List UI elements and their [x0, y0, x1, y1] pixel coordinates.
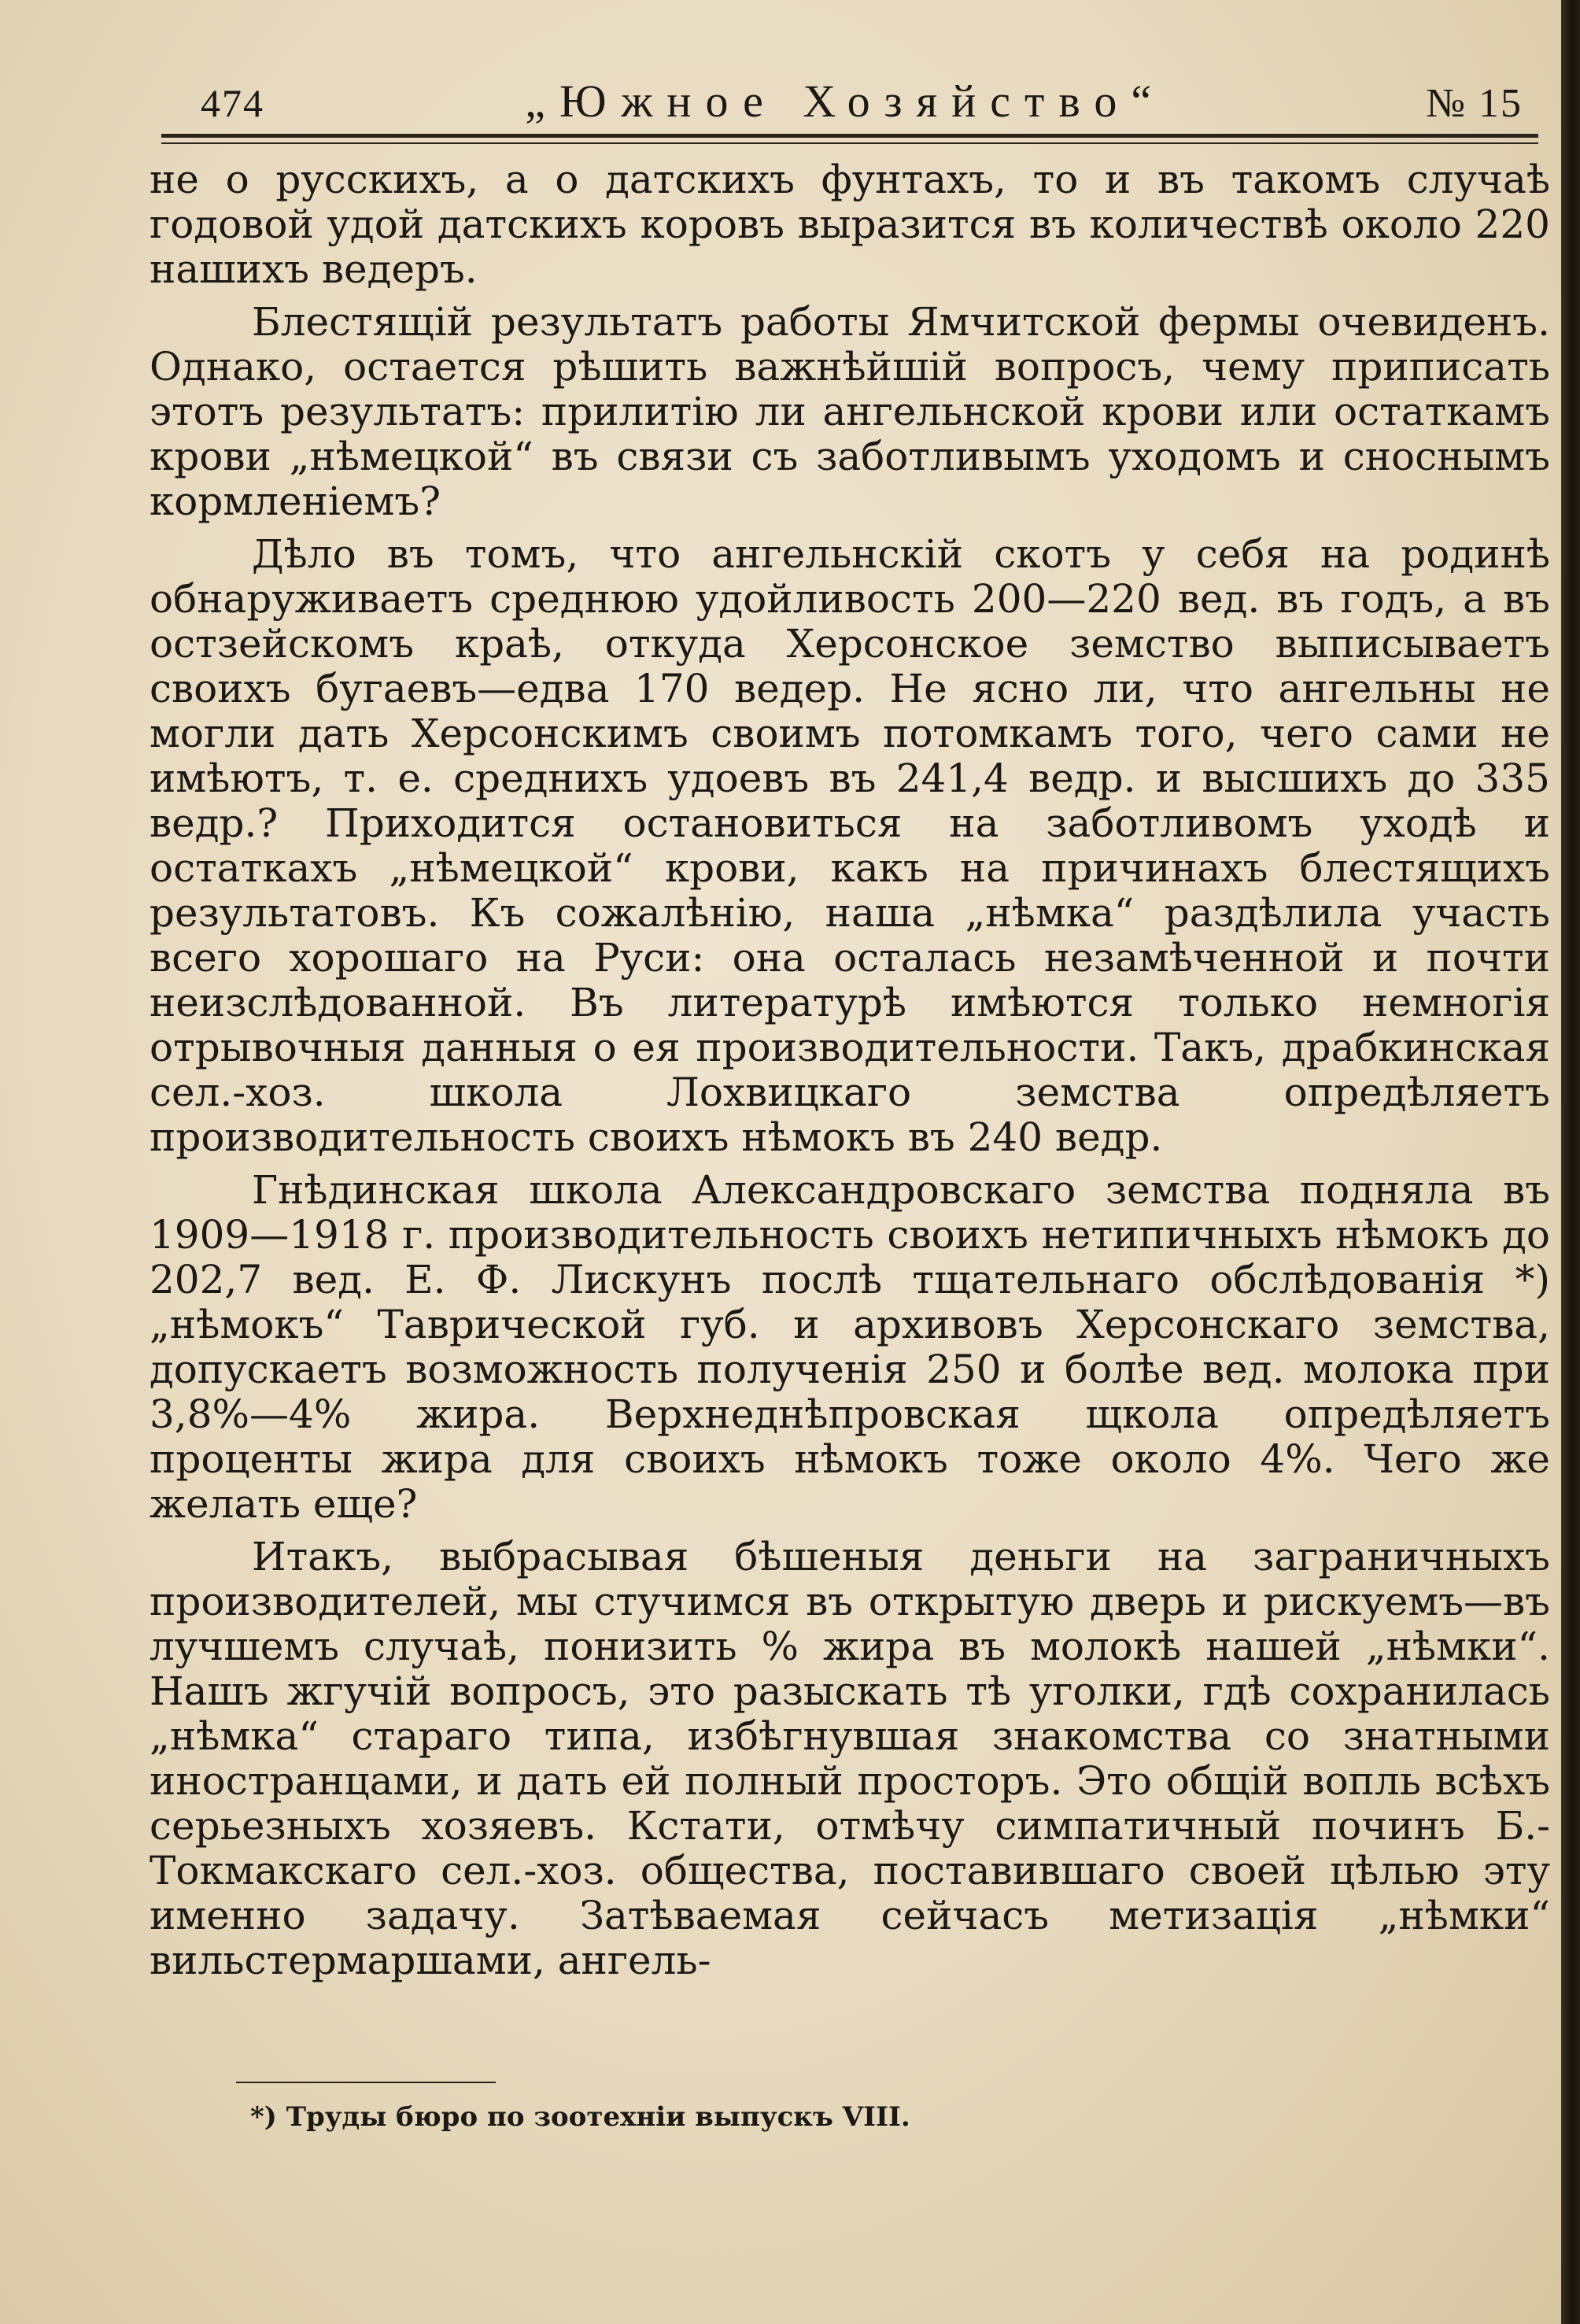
page-number: 474 [201, 81, 264, 125]
issue-number: № 15 [1426, 81, 1523, 126]
paragraph: Итакъ, выбрасывая бѣшеныя деньги на заграничныхъ производителей, мы стучимся въ открытую дверь и рискуемъ—въ лучшемъ случаѣ, понизить % жира въ молокѣ нашей „нѣмки“. Нашъ жгучій вопросъ, это разыскать тѣ уголки, гдѣ сохранилась „нѣмка“ стараго типа, избѣгнувшая знакомства со знатными иностранцами, и дать ей полный просторъ. Это общій вопль всѣхъ серьезныхъ хозяевъ. Кстати, отмѣчу симпатичный починъ Б.-Токмакскаго сел.-хоз. общества, поставившаго своей цѣлью эту именно задачу. Затѣваемая сейчасъ метизація „нѣмки“ вильстермаршами, ангель- [150, 1534, 1550, 1983]
article-body [150, 157, 1550, 1983]
adjacent-page-edge [1561, 0, 1580, 2324]
paragraph: Дѣло въ томъ, что ангельнскій скотъ у себя на родинѣ обнаруживаетъ среднюю удойливость 200—220 вед. въ годъ, а въ остзейскомъ краѣ, откуда Херсонское земство выписываетъ своихъ бугаевъ—едва 170 ведер. Не ясно ли, что ангельны не могли дать Херсонскимъ своимъ потомкамъ того, чего сами не имѣютъ, т. е. среднихъ удоевъ въ 241,4 ведр. и высшихъ до 335 ведр.? Приходится остановиться на заботливомъ уходѣ и остаткахъ „нѣмецкой“ крови, какъ на причинахъ блестящихъ результатовъ. Къ сожалѣнію, наша „нѣмка“ раздѣлила участь всего хорошаго на Руси: она осталась незамѣченной и почти неизслѣдованной. Въ литературѣ имѣются только немногія отрывочныя данныя о ея производительности. Такъ, драбкинская сел.-хоз. школа Лохвицкаго земства опредѣляетъ производительность своихъ нѣмокъ въ 240 ведр. [150, 531, 1550, 1160]
paragraph-continuation: не о русскихъ, а о датскихъ фунтахъ, то и въ такомъ случаѣ годовой удой датскихъ коровъ выразится въ количествѣ около 220 нашихъ ведеръ. [150, 157, 1550, 292]
running-header [201, 75, 1523, 130]
paragraph: Блестящій результатъ работы Ямчитской фермы очевиденъ. Однако, остается рѣшить важнѣйшій вопросъ, чему приписать этотъ результатъ: прилитію ли ангельнской крови или остаткамъ крови „нѣмецкой“ въ связи съ заботливымъ уходомъ и сноснымъ кормленіемъ? [150, 299, 1550, 524]
footnote-rule [236, 2082, 496, 2083]
journal-title: „Южное Хозяйство“ [525, 76, 1166, 127]
header-rule-thin [161, 142, 1538, 144]
header-rule-thick [161, 134, 1538, 138]
footnote: *) Труды бюро по зоотехніи выпускъ VIII. [250, 2101, 910, 2133]
paragraph: Гнѣдинская школа Александровскаго земства подняла въ 1909—1918 г. производительность своихъ нетипичныхъ нѣмокъ до 202,7 вед. Е. Ф. Лискунъ послѣ тщательнаго обслѣдованія *) „нѣмокъ“ Таврической губ. и архивовъ Херсонскаго земства, допускаетъ возможность полученія 250 и болѣе вед. молока при 3,8%—4% жира. Верхнеднѣпровская щкола опредѣляетъ проценты жира для своихъ нѣмокъ тоже около 4%. Чего же желать еще? [150, 1167, 1550, 1527]
